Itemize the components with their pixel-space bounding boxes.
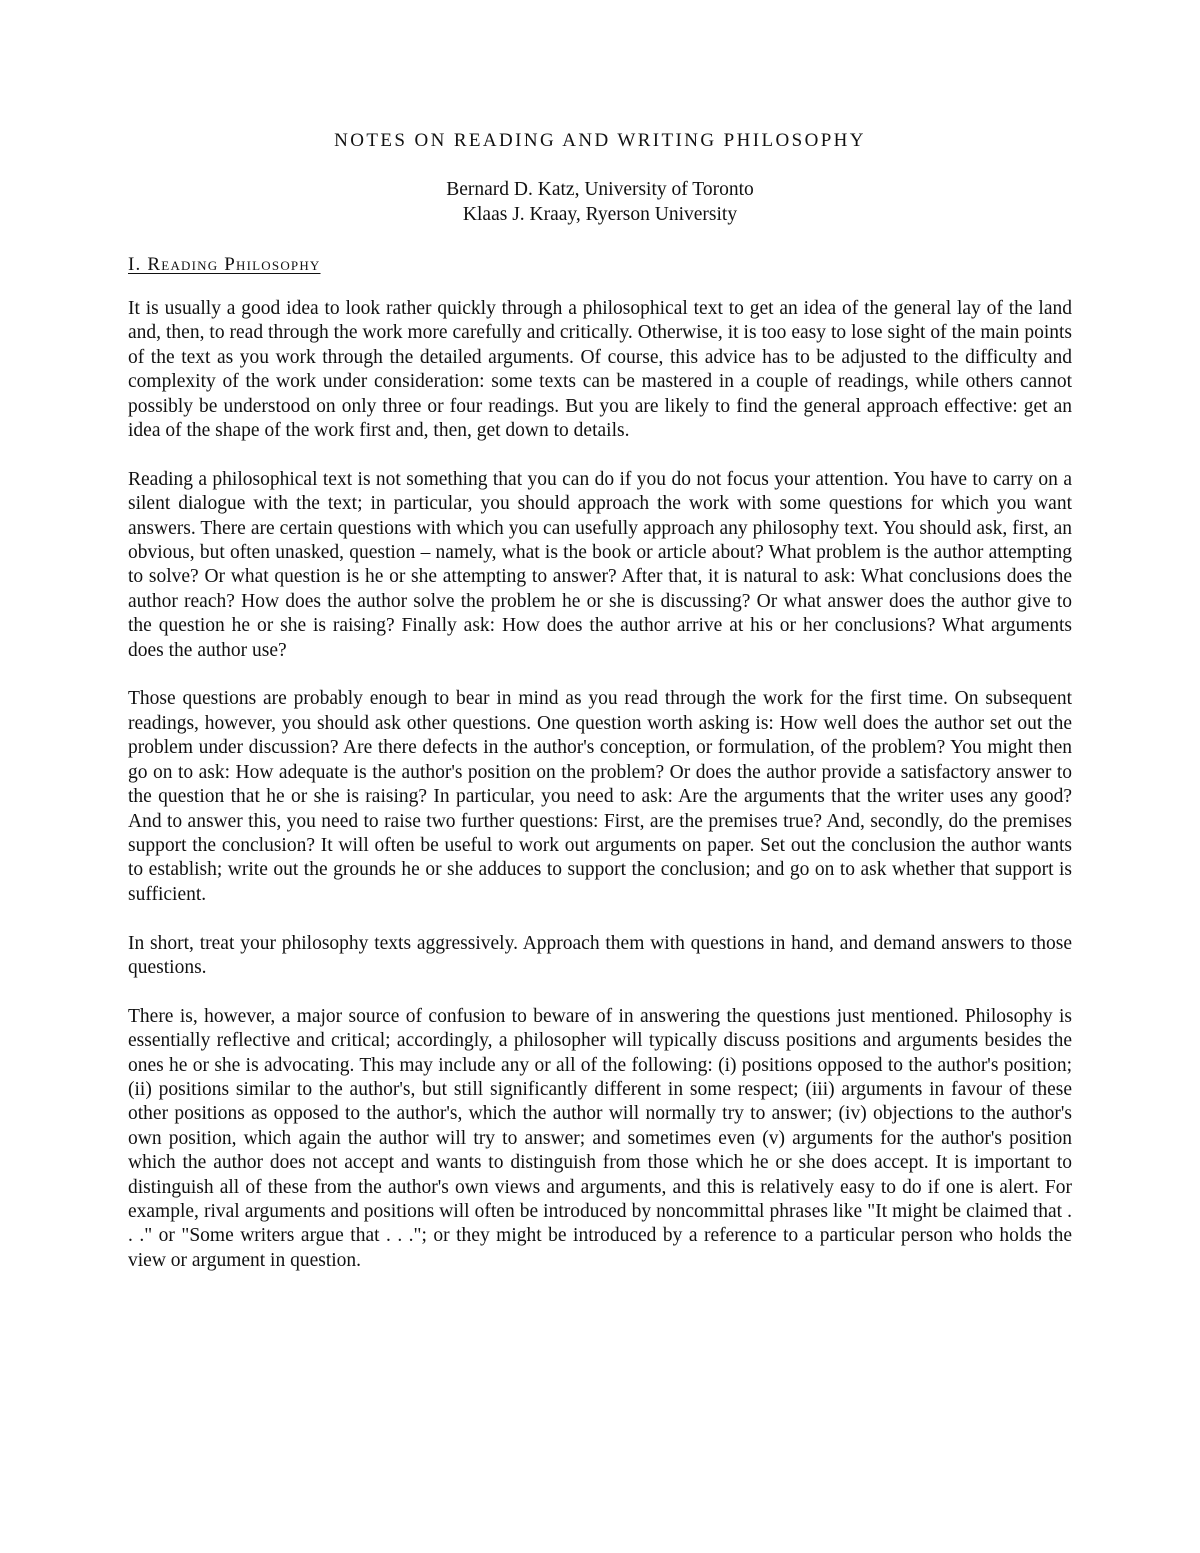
document-title: NOTES ON READING AND WRITING PHILOSOPHY bbox=[334, 130, 866, 151]
author-line-2: Klaas J. Kraay, Ryerson University bbox=[462, 204, 738, 225]
author-block bbox=[128, 177, 1072, 227]
paragraph-2: Reading a philosophical text is not something that you can do if you do not focus your attention. You have to carry on a silent dialogue with the text; in particular, you should approach the work with some questions for which you want answers. There are certain questions with which you can usefully approach any philosophy text. You should ask, first, an obvious, but often unasked, question – namely, what is the book or article about? What problem is the author attempting to solve? Or what question is he or she attempting to answer? After that, it is natural to ask: What conclusions does the author reach? How does the author solve the problem he or she is discussing? Or what answer does the author give to the question he or she is raising? Finally ask: How does the author arrive at his or her conclusions? What arguments does the author use? bbox=[128, 468, 1072, 661]
paragraph-5: There is, however, a major source of confusion to beware of in answering the questions just mentioned. Philosophy is essentially reflective and critical; accordingly, a philosopher will typically discuss positions and arguments besides the ones he or she is advocating. This may include any or all of the following: (i) positions opposed to the author's position; (ii) positions similar to the author's, but still significantly different in some respect; (iii) arguments in favour of these other positions as opposed to the author's, which the author will normally try to answer; (iv) objections to the author's own position, which again the author will try to answer; and sometimes even (v) arguments for the author's position which the author does not accept and wants to distinguish from those which he or she does accept. It is important to distinguish all of these from the author's own views and arguments, and this is relatively easy to do if one is alert. For example, rival arguments and positions will often be introduced by noncommittal phrases like "It might be claimed that . . ." or "Some writers argue that . . ."; or they might be introduced by a reference to a particular person who holds the view or argument in question. bbox=[128, 1005, 1072, 1271]
body-text bbox=[128, 297, 1072, 1298]
paragraph-3: Those questions are probably enough to bear in mind as you read through the work for the first time. On subsequent readings, however, you should ask other questions. One question worth asking is: How well does the author set out the problem under discussion? Are there defects in the author's conception, or formulation, of the problem? You might then go on to ask: How adequate is the author's position on the problem? Or does the author provide a satisfactory answer to the question that he or she is raising? In particular, you need to ask: Are the arguments that the writer uses any good? And to answer this, you need to raise two further questions: First, are the premises true? And, secondly, do the premises support the conclusion? It will often be useful to work out arguments on paper. Set out the conclusion the author wants to establish; write out the grounds he or she adduces to support the conclusion; and go on to ask whether that support is sufficient. bbox=[128, 688, 1072, 905]
paragraph-1: It is usually a good idea to look rather quickly through a philosophical text to get an idea of the general lay of the land and, then, to read through the work more carefully and critically. Otherwise, it is too easy to lose sight of the main points of the text as you work through the detailed arguments. Of course, this advice has to be adjusted to the difficulty and complexity of the work under consideration: some texts can be mastered in a couple of readings, while others cannot possibly be understood on only three or four readings. But you are likely to find the general approach effective: get an idea of the shape of the work first and, then, get down to details. bbox=[128, 298, 1072, 442]
author-line-1: Bernard D. Katz, University of Toronto bbox=[446, 179, 754, 200]
section-heading: I. Reading Philosophy bbox=[128, 254, 321, 275]
paragraph-4: In short, treat your philosophy texts aggressively. Approach them with questions in hand, and demand answers to those questions. bbox=[128, 932, 1072, 978]
